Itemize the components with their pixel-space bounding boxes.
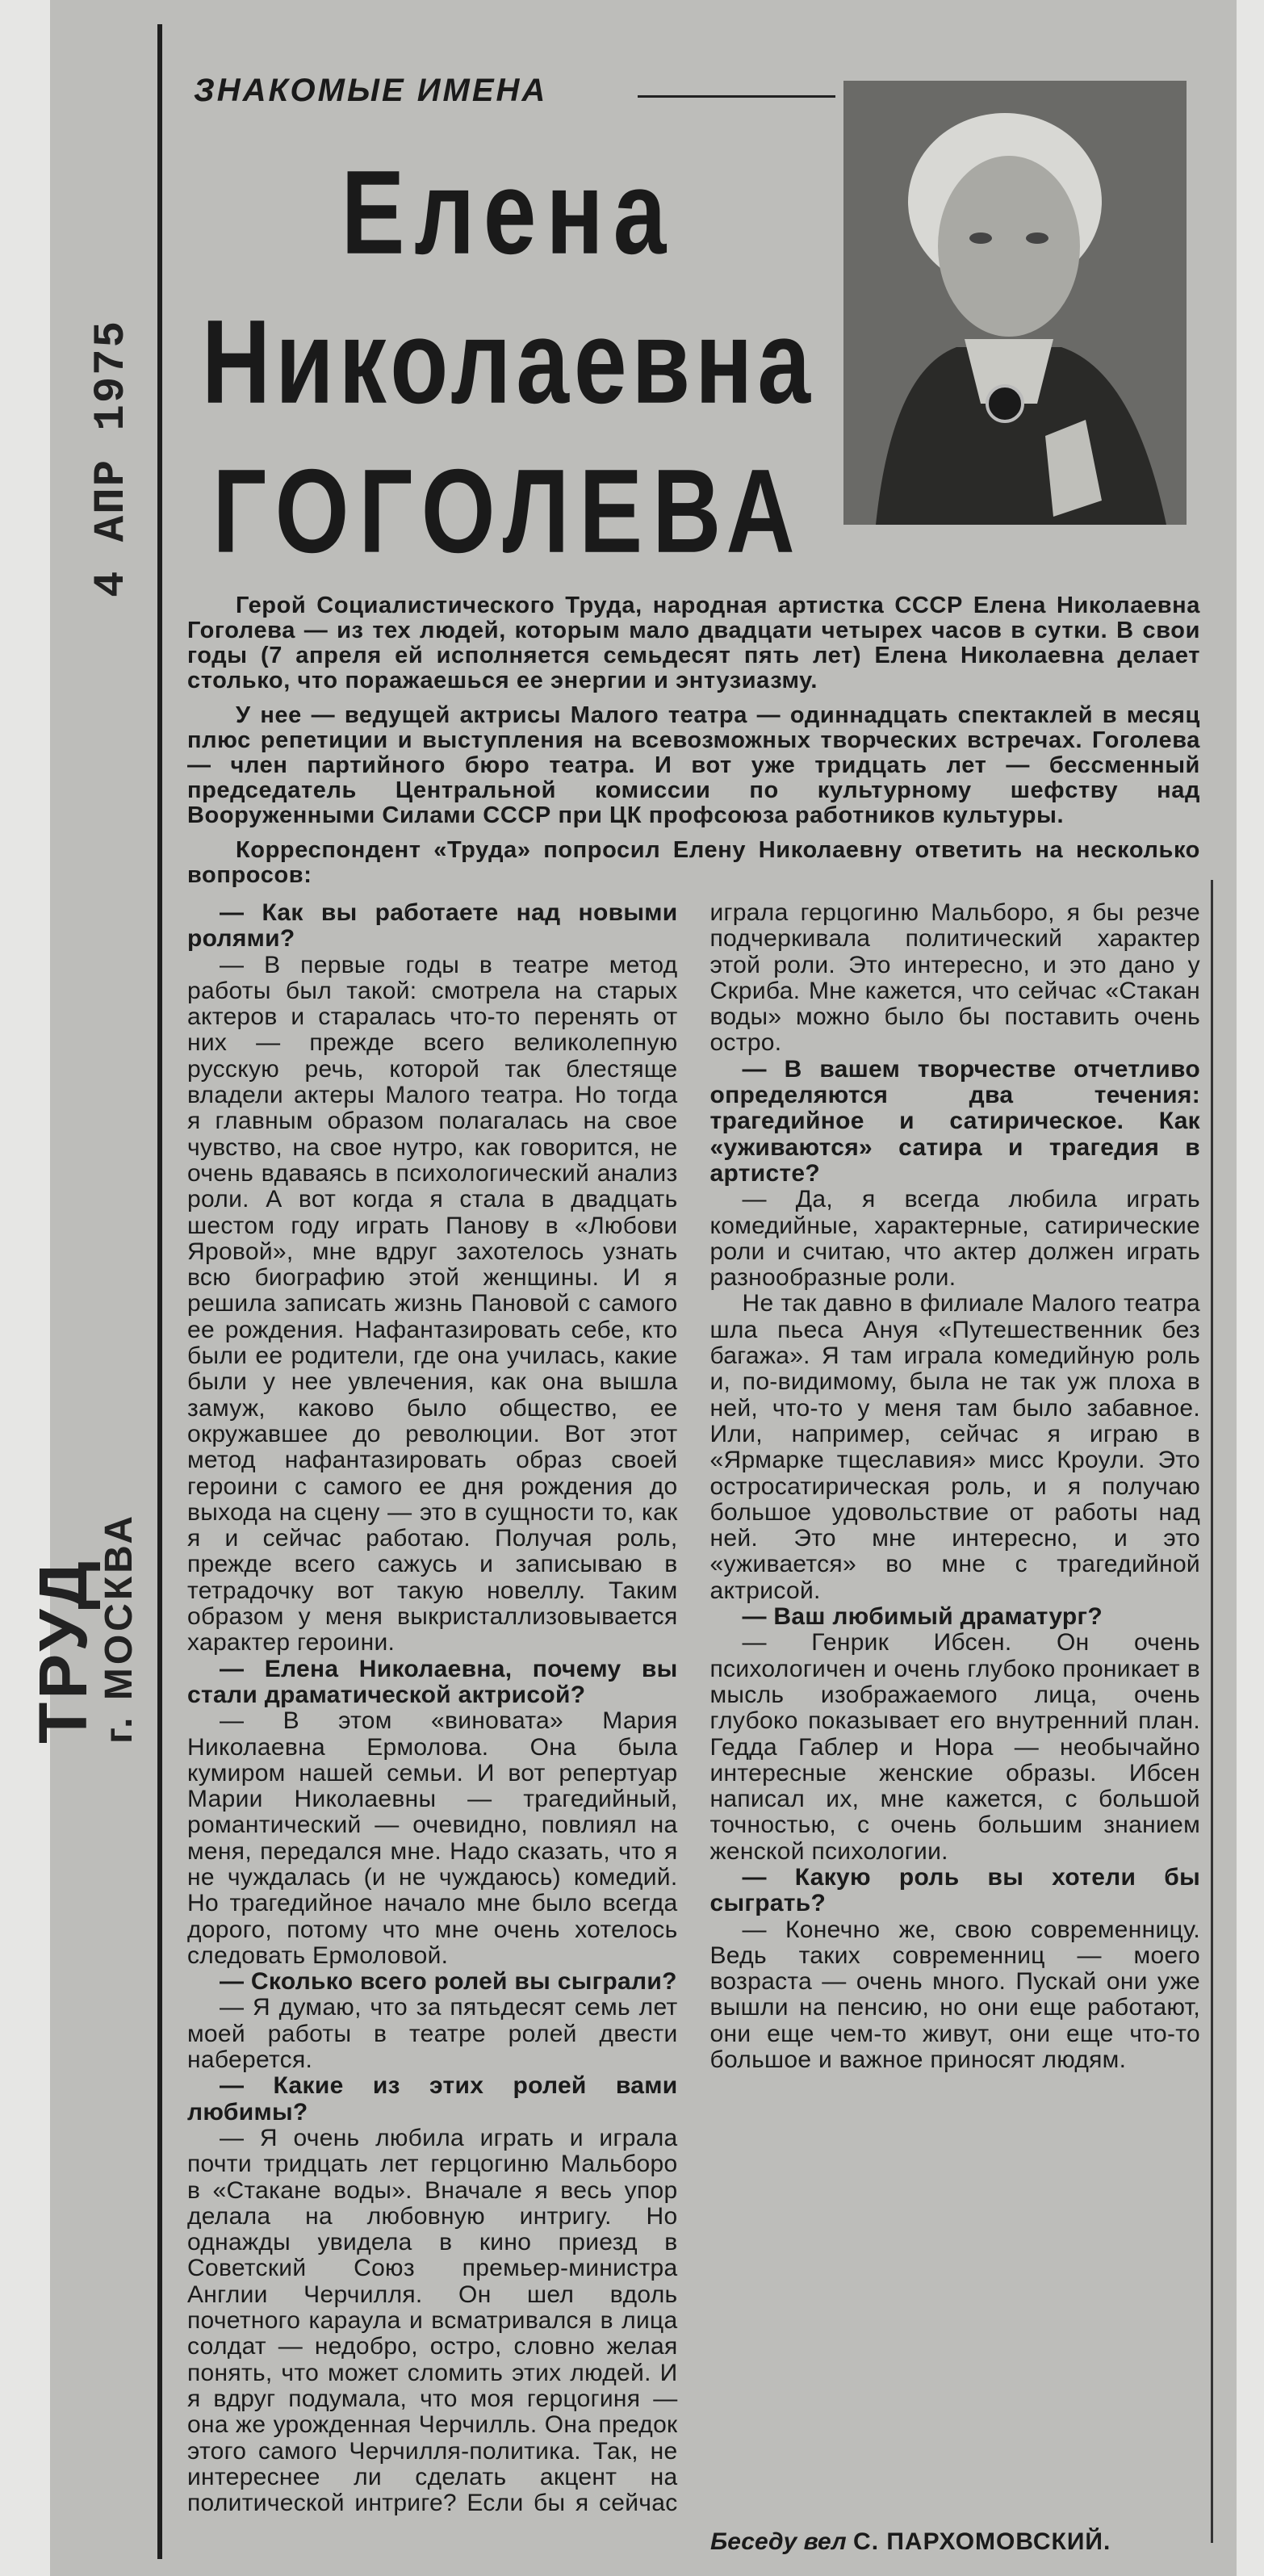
interview-question: — Елена Николаевна, почему вы стали драматической актрисой? [187,1655,678,1708]
interview-body [187,900,1200,2539]
title-first-name: Елена [341,146,676,280]
lead-paragraph: Герой Социалистического Труда, народная артистка СССР Елена Николаевна Гоголева — из тех людей, которым мало двадцати четырех часов в сутки. В свои годы (7 апреля ей исполняется семьдесят пять лет) Елена Николаевна делает столько, что поражаешься ее энергии и энтузиазму. [187,593,1200,693]
byline-author: С. ПАРХОМОВСКИЙ. [853,2528,1111,2555]
title-surname: ГОГОЛЕВА [212,445,805,579]
right-border-rule [1211,880,1213,2543]
portrait-photo [843,81,1187,525]
interview-answer: — Конечно же, свою современницу. Ведь таких современниц — моего возраста — очень много. Пускай они уже вышли на пенсию, но они еще работают, они еще чем-то живут, они еще что-то большое и важное приносят людям. [709,1916,1200,2074]
interview-answer: Не так давно в филиале Малого театра шла пьеса Ануя «Путешественник без багажа». Я там играла комедийную роль и, по-видимому, была не так уж плоха в ней, что-то у меня там было забавное. Или, например, сейчас я играю в «Ярмарке тщеславия» мисс Кроули. Это остросатирическая роль, и я получаю большое удовольствие от работы над ней. Это мне интересно, и это «уживается» во мне с трагедийной актрисой. [709,1290,1200,1604]
interview-question: — В вашем творчестве отчетливо определяются два течения: трагедийное и сатирическое. Как «уживаются» сатира и трагедия в артисте? [709,1055,1200,1187]
interview-answer: — В этом «виновата» Мария Николаевна Ермолова. Она была кумиром нашей семьи. И вот репертуар Марии Николаевны — трагедийный, романтический — очевидно, повлиял на меня, передался мне. Надо сказать, что я не чуждалась (и не чуждаюсь) комедий. Но трагедийное начало мне было всегда дорого, потому что мне очень хотелось следовать Ермоловой. [187,1707,678,1969]
article-lead [187,593,1200,898]
city-stamp: г. МОСКВА [98,1512,140,1744]
interview-question: — Как вы работаете над новыми ролями? [187,899,678,953]
interview-answer: — Да, я всегда любила играть комедийные, характерные, сатирические роли и считаю, что актер должен играть разнообразные роли. [709,1186,1200,1292]
interview-question: — Какие из этих ролей вами любимы? [187,2072,678,2126]
rubric-divider [638,95,835,98]
interview-answer: — Я очень любила играть и играла почти тридцать лет герцогиню Мальборо в «Стакане воды». Вначале я весь упор делала на любовную интригу. Но однажды увидела в кино приезд в Советский Союз премьер-министра Англии Черчилля. Он шел вдоль почетного караула и всматривался в лица солдат — недобро, остро, словно желая понять, что может сломить этих людей. И я вдруг подумала, что моя герцогиня — она же урожденная Черчилль. Она предок этого самого Черчилля-политика. Так, не интереснее ли сделать акцент на политической интриге? Если бы я сейчас играла герцогиню Мальборо, я бы резче подчеркивала политический характер этой роли. Это интересно, и это дано у Скриба. Мне кажется, что сейчас «Стакан воды» можно было бы поставить очень остро. [187,899,1200,2517]
byline [710,2528,1111,2556]
interview-question: — Какую роль вы хотели бы сыграть? [709,1863,1200,1917]
title-patronymic: Николаевна [201,295,816,429]
lead-paragraph: Корреспондент «Труда» попросил Елену Николаевну ответить на несколько вопросов: [187,837,1200,888]
interview-answer: — В первые годы в театре метод работы был такой: смотрела на старых актеров и старалась что-то перенять от них — прежде всего великолепную русскую речь, которой так блестяще владели актеры Малого театра. Но тогда я главным образом полагалась на свое чувство, на свое нутро, как говорится, не очень вдаваясь в психологический анализ роли. А вот когда я стала в двадцать шестом году играть Панову в «Любови Яровой», мне вдруг захотелось узнать всю биографию этой женщины. И я решила записать жизнь Пановой с самого ее рождения. Нафантазировать себе, кто были ее родители, где она училась, какие были у нее увлечения, как она вышла замуж, каково было общество, ее окружавшее до революции. Вот этот метод нафантазировать образ своей героини с самого ее дня рождения до выхода на сцену — это в сущности то, как я и сейчас работаю. Получая роль, прежде всего сажусь и записываю в тетрадочку вот такую новеллу. Таким образом у меня выкристаллизовывается характер героини. [187,951,678,1657]
interview-answer: — Я думаю, что за пятьдесят семь лет моей работы в театре ролей двести наберется. [187,1994,678,2074]
rubric-heading: ЗНАКОМЫЕ ИМЕНА [194,73,548,108]
column-rule [157,24,162,2559]
byline-prefix: Беседу вел [710,2528,847,2555]
interview-question: — Сколько всего ролей вы сыграли? [220,1968,677,1996]
date-stamp: 4 АПР 1975 [87,319,136,597]
interview-answer: — Генрик Ибсен. Он очень психологичен и очень глубоко проникает в мысль изображаемого лица, очень глубоко показывает его внутренний план. Гедда Габлер и Нора — необычайно интересные женские образы. Ибсен написал их, мне кажется, с большой точностью, с очень большим знанием женской психологии. [709,1629,1200,1865]
lead-paragraph: У нее — ведущей актрисы Малого театра — одиннадцать спектаклей в месяц плюс репетиции и выступления на всевозможных творческих встречах. Гоголева — член партийного бюро театра. И вот уже тридцать лет — бессменный председатель Центральной комиссии по культурному шефству над Вооруженными Силами СССР при ЦК профсоюза работников культуры. [187,702,1200,828]
interview-question: — Ваш любимый драматург? [742,1603,1103,1631]
newspaper-name-stamp: ТРУД [25,1557,101,1744]
